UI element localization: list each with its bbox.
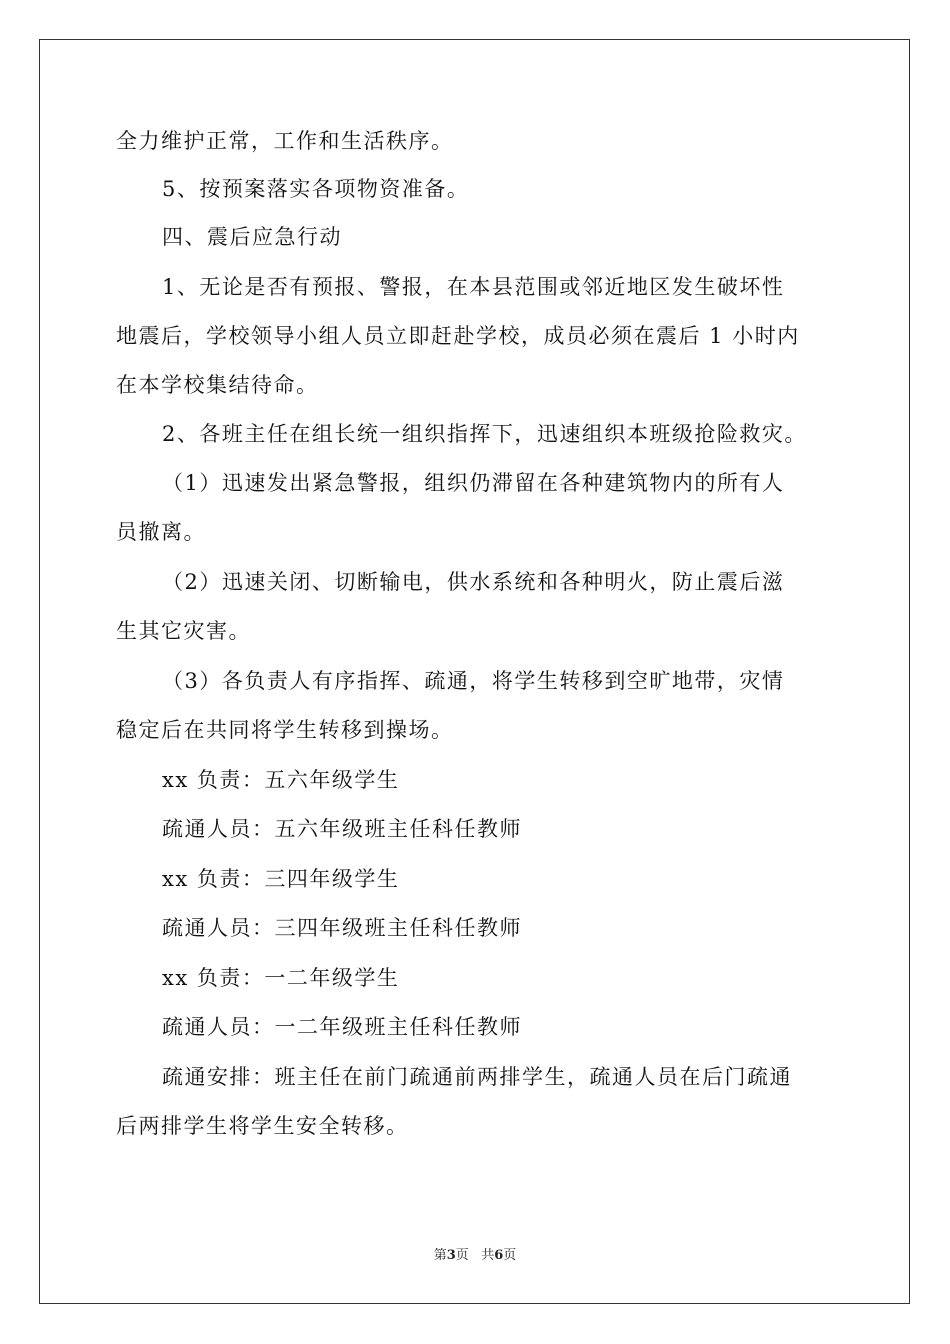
text-line: 员撤离。	[116, 520, 206, 544]
text-line: xx 负责：三四年级学生	[162, 867, 400, 891]
text-line: （1）迅速发出紧急警报，组织仍滞留在各种建筑物内的所有人	[162, 471, 785, 495]
section-heading: 四、震后应急行动	[162, 225, 342, 249]
text-line: 地震后，学校领导小组人员立即赶赴学校，成员必须在震后 1 小时内	[116, 324, 800, 348]
page-prefix: 第	[433, 1248, 447, 1263]
text-line: 疏通安排：班主任在前门疏通前两排学生，疏通人员在后门疏通	[162, 1065, 792, 1089]
text-line: 在本学校集结待命。	[116, 373, 319, 397]
total-suffix: 页	[503, 1248, 517, 1263]
text-line: 疏通人员：五六年级班主任科任教师	[162, 817, 522, 841]
page-current: 3	[446, 1248, 456, 1263]
text-line: （2）迅速关闭、切断输电，供水系统和各种明火，防止震后滋	[162, 570, 785, 594]
text-line: 全力维护正常，工作和生活秩序。	[116, 129, 454, 153]
page-total: 6	[494, 1248, 504, 1263]
page-suffix: 页	[455, 1248, 469, 1263]
text-line: 2、各班主任在组长统一组织指挥下，迅速组织本班级抢险救灾。	[162, 422, 807, 446]
text-line: 后两排学生将学生安全转移。	[116, 1114, 409, 1138]
text-line: 疏通人员：三四年级班主任科任教师	[162, 916, 522, 940]
text-line: xx 负责：五六年级学生	[162, 768, 400, 792]
text-line: （3）各负责人有序指挥、疏通，将学生转移到空旷地带，灾情	[162, 669, 785, 693]
text-line: 稳定后在共同将学生转移到操场。	[116, 718, 454, 742]
text-line: 1、无论是否有预报、警报，在本县范围或邻近地区发生破坏性	[162, 275, 785, 299]
text-line: 疏通人员：一二年级班主任科任教师	[162, 1015, 522, 1039]
text-line: 生其它灾害。	[116, 619, 251, 643]
text-line: 5、按预案落实各项物资准备。	[162, 177, 470, 201]
text-line: xx 负责：一二年级学生	[162, 966, 400, 990]
page-footer	[0, 1247, 950, 1265]
total-prefix: 共	[481, 1248, 495, 1263]
